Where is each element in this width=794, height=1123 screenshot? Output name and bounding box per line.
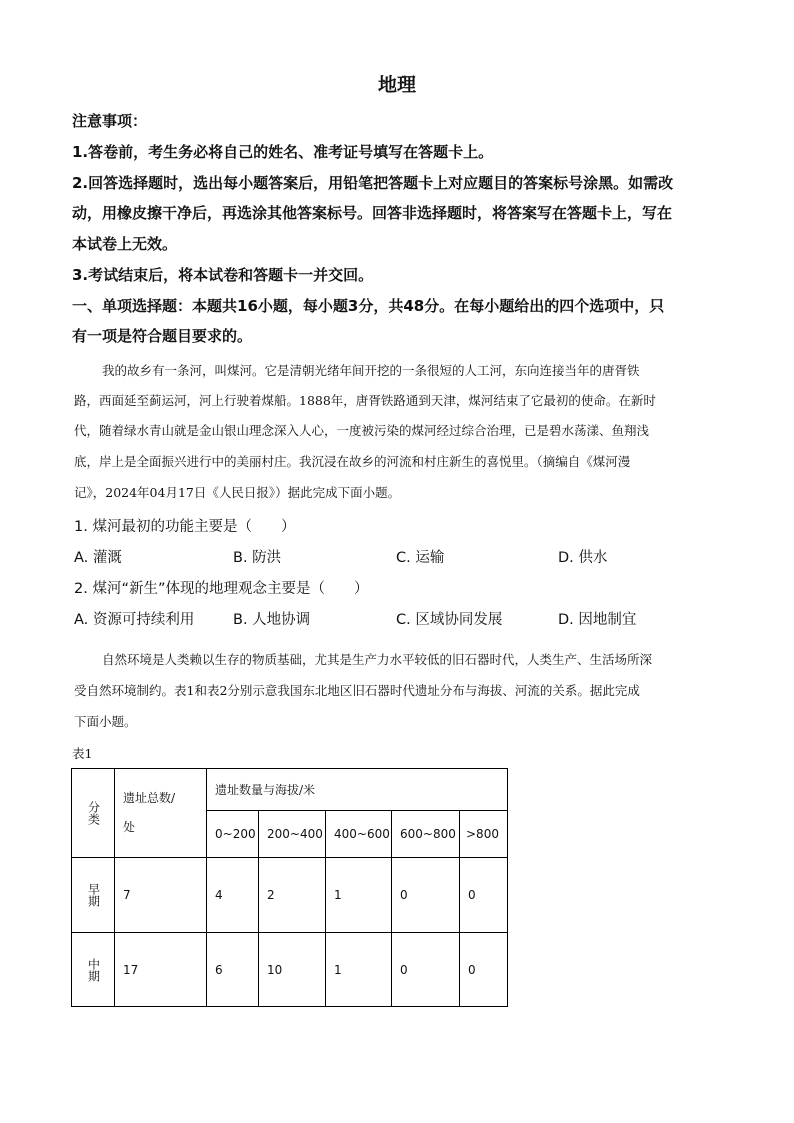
table-caption: 表1	[72, 746, 93, 761]
row-count: 4	[207, 858, 259, 933]
data-table	[71, 768, 508, 1007]
subheader-cell: 200~400	[259, 811, 326, 858]
table-row	[72, 858, 508, 933]
section-heading-line: 一、单项选择题：本题共16小题，每小题3分，共48分。在每小题给出的四个选项中，只	[72, 297, 665, 315]
question-1-option-c: C. 运输	[396, 550, 445, 566]
passage-line: 路，西面延至蓟运河，河上行驶着煤船。1888年，唐胥铁路通到天津，煤河结束了它最初的使命。在新时	[74, 393, 656, 408]
question-2-stem: 2. 煤河“新生”体现的地理观念主要是（ ）	[74, 581, 369, 597]
row-total: 17	[115, 933, 207, 1007]
header-total-line1: 遗址总数/	[123, 791, 176, 805]
row-count: 2	[259, 858, 326, 933]
notice-line: 3.考试结束后，将本试卷和答题卡一并交回。	[72, 266, 374, 284]
question-1-option-d: D. 供水	[558, 550, 608, 566]
notice-line: 2.回答选择题时，选出每小题答案后，用铅笔把答题卡上对应题目的答案标号涂黑。如需改	[72, 174, 674, 192]
passage-line: 受自然环境制约。表1和表2分别示意我国东北地区旧石器时代遗址分布与海拔、河流的关系。据此完成	[74, 683, 640, 698]
subheader-cell: 400~600	[326, 811, 392, 858]
row-count: 10	[259, 933, 326, 1007]
notice-line: 动，用橡皮擦干净后，再选涂其他答案标号。回答非选择题时，将答案写在答题卡上，写在	[72, 204, 673, 222]
row-count: 1	[326, 858, 392, 933]
row-count: 0	[392, 933, 460, 1007]
passage-line: 下面小题。	[74, 714, 137, 729]
passage-line: 底，岸上是全面振兴进行中的美丽村庄。我沉浸在故乡的河流和村庄新生的喜悦里。（摘编自《煤河漫	[74, 454, 631, 469]
question-1-option-b: B. 防洪	[233, 550, 282, 566]
subheader-cell: 600~800	[392, 811, 460, 858]
subheader-cell: 0~200	[207, 811, 259, 858]
row-count: 0	[460, 933, 508, 1007]
passage-line: 自然环境是人类赖以生存的物质基础，尤其是生产力水平较低的旧石器时代，人类生产、生活场所深	[102, 652, 653, 667]
row-period: 中期	[72, 933, 115, 1007]
notice-heading: 注意事项：	[72, 112, 148, 130]
notice-line: 1.答卷前，考生务必将自己的姓名、准考证号填写在答题卡上。	[72, 143, 494, 161]
passage-line: 代，随着绿水青山就是金山银山理念深入人心，一度被污染的煤河经过综合治理，已是碧水荡漾、鱼翔浅	[74, 423, 650, 438]
row-total: 7	[115, 858, 207, 933]
question-2-option-d: D. 因地制宜	[558, 612, 637, 628]
row-count: 6	[207, 933, 259, 1007]
row-count: 0	[392, 858, 460, 933]
passage-line: 我的故乡有一条河，叫煤河。它是清朝光绪年间开挖的一条很短的人工河，东向连接当年的唐胥铁	[102, 363, 640, 378]
table-row	[72, 933, 508, 1007]
question-1-option-a: A. 灌溉	[74, 550, 122, 566]
question-2-option-c: C. 区域协同发展	[396, 612, 503, 628]
passage-line: 记》，2024年04月17日《人民日报》）据此完成下面小题。	[74, 485, 401, 500]
subheader-cell: >800	[460, 811, 508, 858]
row-period: 早期	[72, 858, 115, 933]
question-1-stem: 1. 煤河最初的功能主要是（ ）	[74, 519, 296, 535]
row-count: 1	[326, 933, 392, 1007]
question-2-option-b: B. 人地协调	[233, 612, 311, 628]
header-total-line2: 处	[123, 820, 136, 834]
row-count: 0	[460, 858, 508, 933]
question-2-option-a: A. 资源可持续利用	[74, 612, 195, 628]
header-group: 遗址数量与海拔/米	[207, 769, 508, 811]
page-title: 地理	[377, 74, 416, 96]
notice-line: 本试卷上无效。	[72, 235, 178, 253]
header-category: 分类	[72, 769, 115, 858]
header-total	[115, 769, 207, 858]
section-heading-line: 有一项是符合题目要求的。	[72, 327, 253, 345]
